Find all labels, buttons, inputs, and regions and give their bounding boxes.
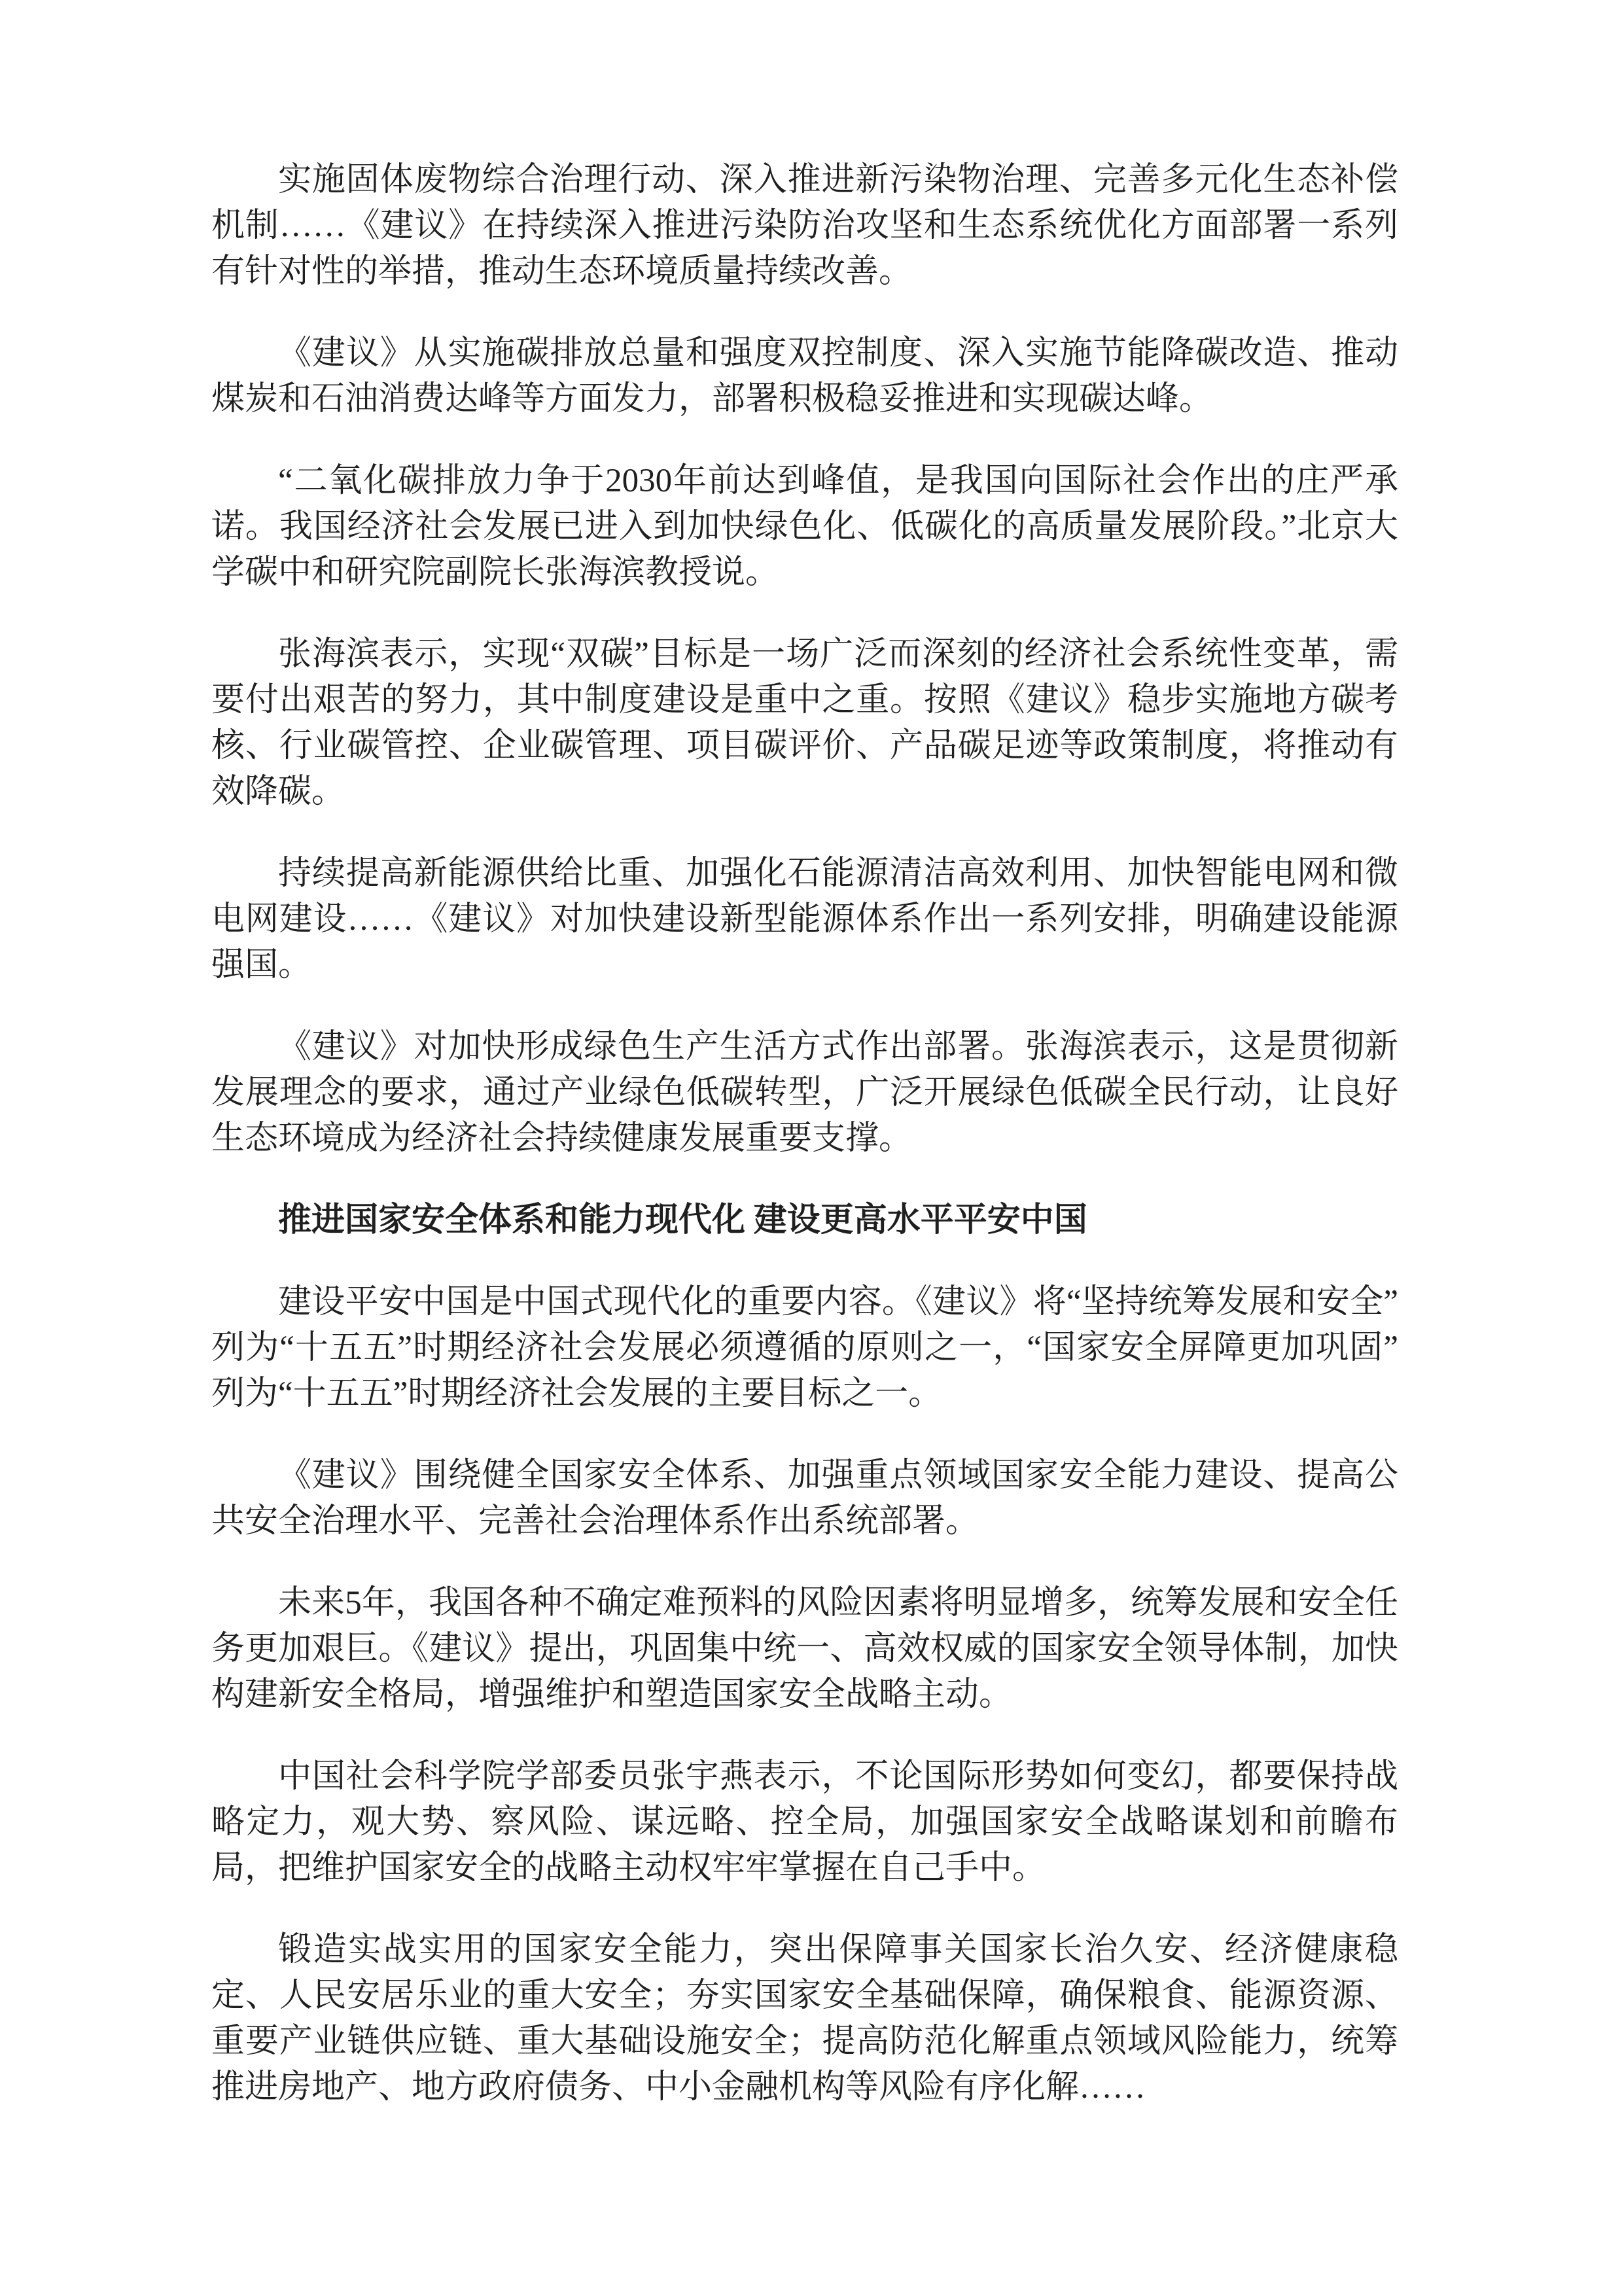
paragraph: 《建议》对加快形成绿色生产生活方式作出部署。张海滨表示，这是贯彻新发展理念的要求，通过产业绿色低碳转型，广泛开展绿色低碳全民行动，让良好生态环境成为经济社会持续健康发展重要支撑。 [211, 1029, 1398, 1157]
paragraph: 张海滨表示，实现“双碳”目标是一场广泛而深刻的经济社会系统性变革，需要付出艰苦的努力，其中制度建设是重中之重。按照《建议》稳步实施地方碳考核、行业碳管控、企业碳管理、项目碳评价、产品碳足迹等政策制度，将推动有效降碳。 [211, 636, 1398, 810]
paragraph: 锻造实战实用的国家安全能力，突出保障事关国家长治久安、经济健康稳定、人民安居乐业的重大安全；夯实国家安全基础保障，确保粮食、能源资源、重要产业链供应链、重大基础设施安全；提高防范化解重点领域风险能力，统筹推进房地产、地方政府债务、中小金融机构等风险有序化解…… [211, 1932, 1398, 2106]
paragraph: 中国社会科学院学部委员张宇燕表示，不论国际形势如何变幻，都要保持战略定力，观大势、察风险、谋远略、控全局，加强国家安全战略谋划和前瞻布局，把维护国家安全的战略主动权牢牢掌握在自己手中。 [211, 1758, 1398, 1886]
paragraph: 未来5年，我国各种不确定难预料的风险因素将明显增多，统筹发展和安全任务更加艰巨。《建议》提出，巩固集中统一、高效权威的国家安全领导体制，加快构建新安全格局，增强维护和塑造国家安全战略主动。 [211, 1585, 1398, 1713]
paragraph: 持续提高新能源供给比重、加强化石能源清洁高效利用、加快智能电网和微电网建设……《建议》对加快建设新型能源体系作出一系列安排，明确建设能源强国。 [211, 855, 1398, 983]
section-heading: 推进国家安全体系和能力现代化 建设更高水平平安中国 [278, 1202, 1087, 1239]
paragraph: “二氧化碳排放力争于2030年前达到峰值，是我国向国际社会作出的庄严承诺。我国经济社会发展已进入到加快绿色化、低碳化的高质量发展阶段。”北京大学碳中和研究院副院长张海滨教授说。 [211, 463, 1398, 591]
document-content [211, 157, 1398, 2110]
paragraph: 实施固体废物综合治理行动、深入推进新污染物治理、完善多元化生态补偿机制……《建议》在持续深入推进污染防治攻坚和生态系统优化方面部署一系列有针对性的举措，推动生态环境质量持续改善。 [211, 162, 1398, 290]
paragraph: 《建议》围绕健全国家安全体系、加强重点领域国家安全能力建设、提高公共安全治理水平、完善社会治理体系作出系统部署。 [211, 1457, 1398, 1540]
paragraph: 建设平安中国是中国式现代化的重要内容。《建议》将“坚持统筹发展和安全”列为“十五五”时期经济社会发展必须遵循的原则之一，“国家安全屏障更加巩固”列为“十五五”时期经济社会发展的主要目标之一。 [211, 1284, 1398, 1412]
paragraph: 《建议》从实施碳排放总量和强度双控制度、深入实施节能降碳改造、推动煤炭和石油消费达峰等方面发力，部署积极稳妥推进和实现碳达峰。 [211, 335, 1398, 417]
